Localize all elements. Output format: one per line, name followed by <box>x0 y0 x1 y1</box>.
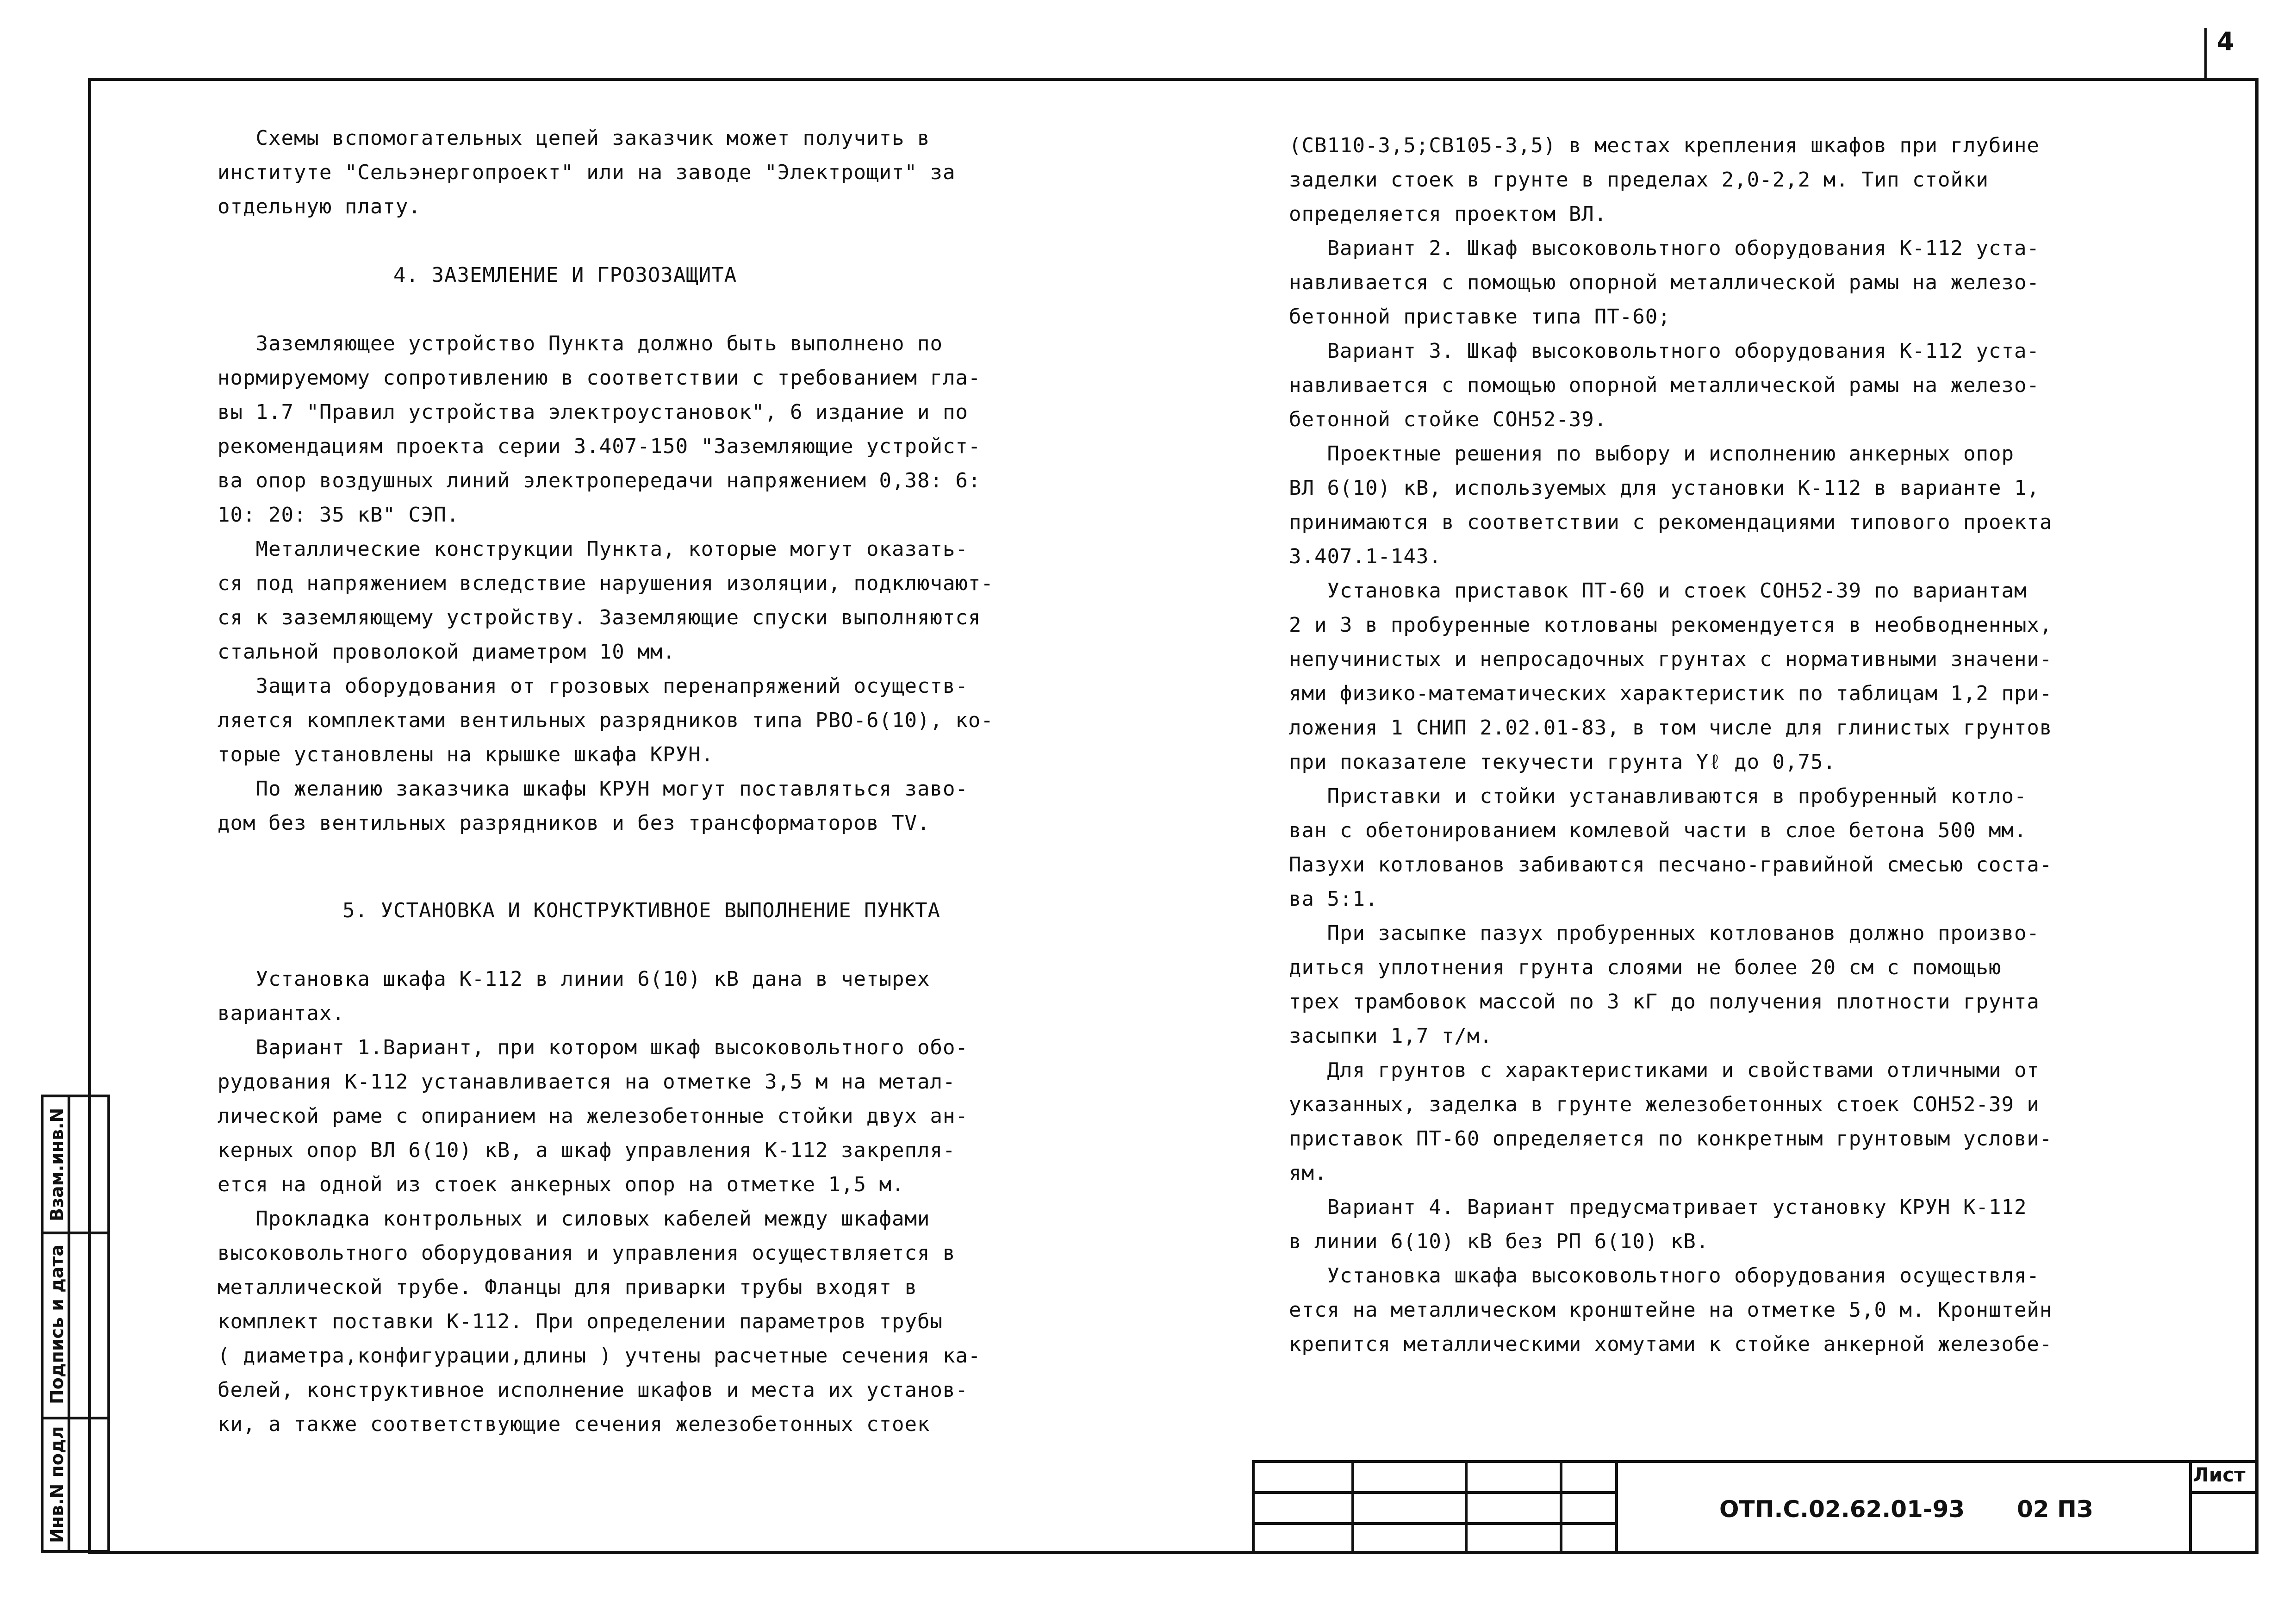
section-5-line: керных опор ВЛ 6(10) кВ, а шкаф управления К-112 закрепля- <box>218 1139 956 1162</box>
section-5-line: рудования К-112 устанавливается на отметке 3,5 м на метал- <box>218 1070 956 1094</box>
right-column-line: навливается с помощью опорной металлической рамы на железо- <box>1289 373 2040 397</box>
section-4-line: По желанию заказчика шкафы КРУН могут поставляться заво- <box>218 777 968 801</box>
right-column-line: Проектные решения по выбору и исполнению анкерных опор <box>1289 442 2014 466</box>
right-column-line: ван с обетонированием комлевой части в слое бетона 500 мм. <box>1289 819 2027 842</box>
right-column-line: Пазухи котлованов забиваются песчано-гравийной смесью соста- <box>1289 853 2053 877</box>
section-4-line: ляется комплектами вентильных разрядников типа РВО-6(10), ко- <box>218 709 994 732</box>
sheet-label: Лист <box>2193 1463 2246 1486</box>
section-5-title: 5. УСТАНОВКА И КОНСТРУКТИВНОЕ ВЫПОЛНЕНИЕ ПУНКТА <box>342 899 941 922</box>
page-number: 4 <box>2217 27 2234 56</box>
document-subcode: 02 ПЗ <box>2017 1496 2093 1523</box>
right-column-line: крепится металлическими хомутами к стойке анкерной железобе- <box>1289 1332 2053 1356</box>
section-4-line: рекомендациям проекта серии 3.407-150 "Заземляющие устройст- <box>218 435 981 458</box>
section-5-line: белей, конструктивное исполнение шкафов и места их установ- <box>218 1378 968 1402</box>
inv-no-label: Инв.N подл <box>47 1426 67 1543</box>
section-4-line: ва опор воздушных линий электропередачи напряжением 0,38: 6: <box>218 469 981 492</box>
section-4-line: Заземляющее устройство Пункта должно быть выполнено по <box>218 332 943 355</box>
right-column-line: при показателе текучести грунта Yℓ до 0,75. <box>1289 750 1836 774</box>
document-code: ОТП.С.02.62.01-93 <box>1719 1496 1965 1523</box>
right-column-line: диться уплотнения грунта слоями не более 20 см с помощью <box>1289 956 2002 979</box>
section-5-line: вариантах. <box>218 1002 345 1025</box>
section-5-line: Установка шкафа К-112 в линии 6(10) кВ дана в четырех <box>218 967 930 991</box>
right-column-line: Вариант 2. Шкаф высоковольтного оборудования К-112 уста- <box>1289 236 2040 260</box>
right-column-line: ется на металлическом кронштейне на отметке 5,0 м. Кронштейн <box>1289 1298 2053 1322</box>
section-4-line: нормируемому сопротивлению в соответствии с требованием гла- <box>218 366 981 390</box>
section-4-body <box>218 327 1088 840</box>
intro-line: институте "Сельэнергопроект" или на заводе "Электрощит" за <box>218 161 956 184</box>
right-column-line: 2 и 3 в пробуренные котлованы рекомендуется в необводненных, <box>1289 613 2053 637</box>
right-column-line: трех трамбовок массой по 3 кГ до получения плотности грунта <box>1289 990 2040 1014</box>
right-column-line: непучинистых и непросадочных грунтах с нормативными значени- <box>1289 647 2053 671</box>
sign-date-label: Подпись и дата <box>47 1244 67 1404</box>
right-column-line: заделки стоек в грунте в пределах 2,0-2,2 м. Тип стойки <box>1289 168 1989 192</box>
section-5-line: ки, а также соответствующие сечения железобетонных стоек <box>218 1412 930 1436</box>
right-column-line: (СВ110-3,5;СВ105-3,5) в местах крепления шкафов при глубине <box>1289 134 2040 157</box>
right-column-line: навливается с помощью опорной металлической рамы на железо- <box>1289 271 2040 294</box>
right-column-line: бетонной стойке СОН52-39. <box>1289 408 1607 431</box>
section-4-line: стальной проволокой диаметром 10 мм. <box>218 640 676 664</box>
right-column-line: ями физико-математических характеристик по таблицам 1,2 при- <box>1289 682 2053 705</box>
section-4-line: Защита оборудования от грозовых перенапряжений осуществ- <box>218 674 968 698</box>
section-4-line: торые установлены на крышке шкафа КРУН. <box>218 743 714 766</box>
right-column-line: Вариант 3. Шкаф высоковольтного оборудования К-112 уста- <box>1289 339 2040 363</box>
intro-line: отдельную плату. <box>218 195 421 218</box>
right-column-line: засыпки 1,7 т/м. <box>1289 1024 1493 1048</box>
left-column <box>218 121 1088 1442</box>
right-column-line: 3.407.1-143. <box>1289 545 1442 568</box>
section-5-line: комплект поставки К-112. При определении параметров трубы <box>218 1310 943 1333</box>
right-column-line: Установка шкафа высоковольтного оборудования осуществля- <box>1289 1264 2040 1288</box>
right-column-line: определяется проектом ВЛ. <box>1289 202 1607 226</box>
right-column-line: При засыпке пазух пробуренных котлованов должно произво- <box>1289 921 2040 945</box>
right-column-line: приставок ПТ-60 определяется по конкретным грунтовым услови- <box>1289 1127 2053 1151</box>
section-4-line: вы 1.7 "Правил устройства электроустановок", 6 издание и по <box>218 400 968 424</box>
right-column <box>1289 129 2159 1362</box>
right-column-line: в линии 6(10) кВ без РП 6(10) кВ. <box>1289 1230 1709 1253</box>
section-5-line: Прокладка контрольных и силовых кабелей между шкафами <box>218 1207 930 1231</box>
right-column-line: Приставки и стойки устанавливаются в пробуренный котло- <box>1289 784 2027 808</box>
section-5-body <box>218 962 1088 1442</box>
section-4-line: ся к заземляющему устройству. Заземляющие спуски выполняются <box>218 606 981 629</box>
section-4-line: ся под напряжением вследствие нарушения изоляции, подключают- <box>218 572 994 595</box>
section-4-line: дом без вентильных разрядников и без трансформаторов TV. <box>218 811 930 835</box>
intro-paragraph <box>218 121 1088 224</box>
right-column-line: принимаются в соответствии с рекомендациями типового проекта <box>1289 510 2053 534</box>
right-column-line: ям. <box>1289 1161 1327 1185</box>
section-5-line: высоковольтного оборудования и управления осуществляется в <box>218 1241 956 1265</box>
page-number-tick <box>2204 28 2207 81</box>
vzam-inv-label: Взам.инв.N <box>47 1108 67 1221</box>
right-column-line: бетонной приставке типа ПТ-60; <box>1289 305 1671 329</box>
section-5-line: ется на одной из стоек анкерных опор на отметке 1,5 м. <box>218 1173 905 1196</box>
right-column-line: Установка приставок ПТ-60 и стоек СОН52-39 по вариантам <box>1289 579 2027 603</box>
section-5-line: лической раме с опиранием на железобетонные стойки двух ан- <box>218 1104 968 1128</box>
intro-line: Схемы вспомогательных цепей заказчик может получить в <box>218 126 930 150</box>
right-column-line: ва 5:1. <box>1289 887 1378 911</box>
section-5-line: ( диаметра,конфигурации,длины ) учтены расчетные сечения ка- <box>218 1344 981 1368</box>
section-4-line: 10: 20: 35 кВ" СЭП. <box>218 503 460 527</box>
section-5-line: металлической трубе. Фланцы для приварки трубы входят в <box>218 1276 917 1299</box>
right-column-line: Вариант 4. Вариант предусматривает установку КРУН К-112 <box>1289 1195 2027 1219</box>
right-column-line: ВЛ 6(10) кВ, используемых для установки К-112 в варианте 1, <box>1289 476 2040 500</box>
section-4-title: 4. ЗАЗЕМЛЕНИЕ И ГРОЗОЗАЩИТА <box>393 263 737 287</box>
section-4-line: Металлические конструкции Пункта, которые могут оказать- <box>218 537 968 561</box>
section-5-line: Вариант 1.Вариант, при котором шкаф высоковольтного обо- <box>218 1036 968 1059</box>
right-column-line: ложения 1 СНИП 2.02.01-83, в том числе для глинистых грунтов <box>1289 716 2053 740</box>
side-stamp <box>41 1095 110 1553</box>
right-column-line: Для грунтов с характеристиками и свойствами отличными от <box>1289 1058 2040 1082</box>
right-column-line: указанных, заделка в грунте железобетонных стоек СОН52-39 и <box>1289 1093 2040 1116</box>
